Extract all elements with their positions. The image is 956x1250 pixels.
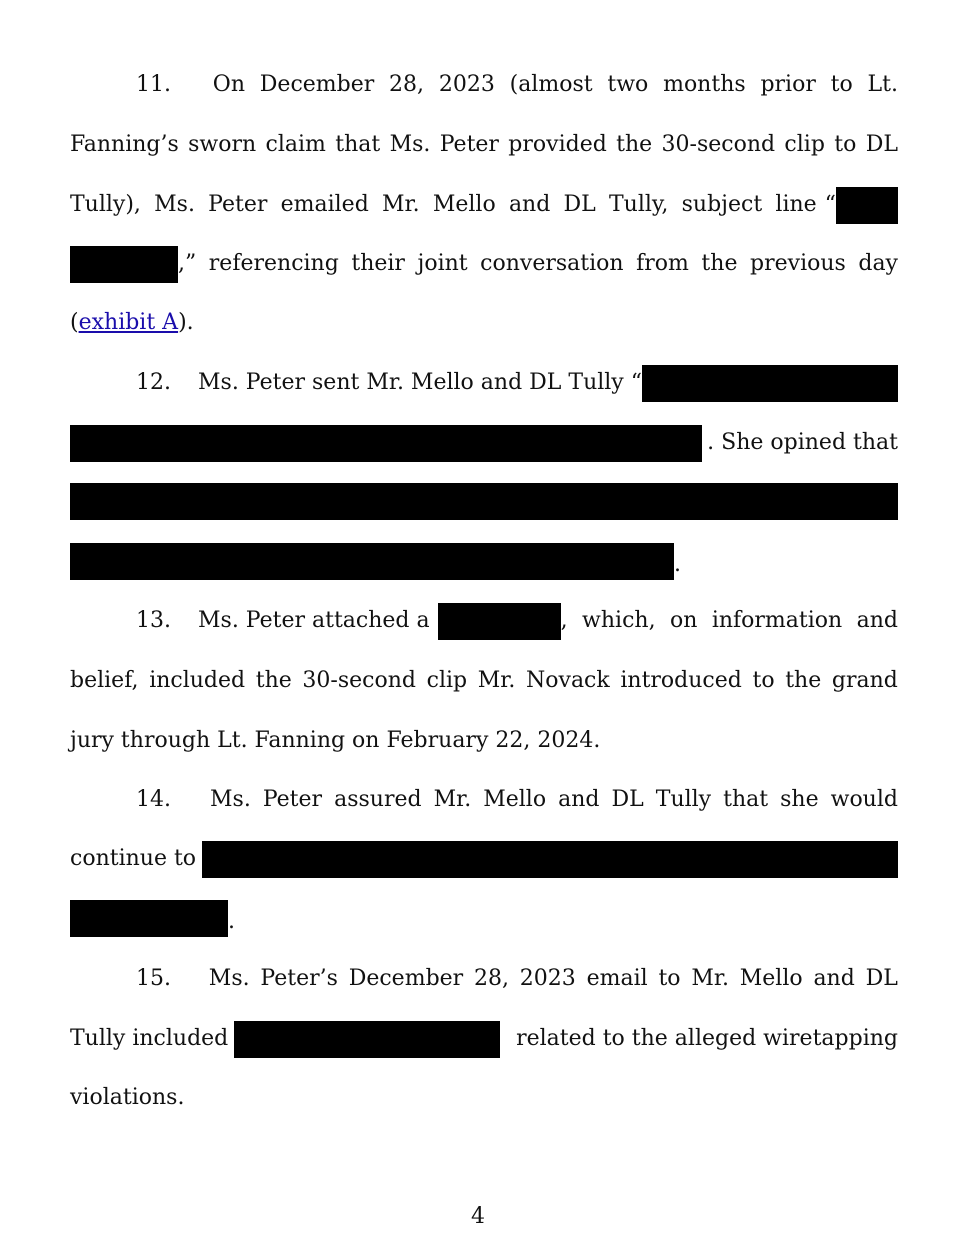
word: 30-second bbox=[302, 668, 416, 693]
word: Peter bbox=[439, 132, 499, 157]
para-13-line-3 bbox=[70, 722, 898, 760]
word: to bbox=[834, 132, 857, 157]
line-text: continue to bbox=[70, 846, 197, 871]
word: December bbox=[259, 72, 375, 97]
redaction-block bbox=[70, 543, 674, 580]
para-number: 14. bbox=[136, 787, 171, 812]
word: DL bbox=[865, 966, 898, 991]
para-11-line-4 bbox=[70, 245, 898, 283]
line-text: Ms. Peter sent Mr. Mello and DL Tully “ bbox=[198, 370, 642, 395]
word: 30-second bbox=[661, 132, 776, 157]
word: line bbox=[775, 192, 817, 217]
line-text: related to the alleged wiretapping bbox=[516, 1026, 898, 1051]
word: she bbox=[780, 787, 819, 812]
word: and bbox=[508, 192, 551, 217]
period: . bbox=[674, 552, 681, 577]
word: two bbox=[607, 72, 649, 97]
word: the bbox=[616, 132, 653, 157]
word: assured bbox=[334, 787, 422, 812]
exhibit-a-link[interactable]: exhibit A bbox=[78, 310, 179, 335]
word: 2023 bbox=[519, 966, 576, 991]
word: Peter bbox=[208, 192, 268, 217]
word: to bbox=[830, 72, 853, 97]
redaction-block bbox=[70, 425, 702, 462]
para-number: 13. bbox=[136, 608, 171, 633]
word: to bbox=[658, 966, 681, 991]
word: belief, bbox=[70, 668, 139, 693]
para-14-line-3 bbox=[70, 899, 898, 937]
word: Peter bbox=[262, 787, 323, 812]
word: Tully, bbox=[609, 192, 669, 217]
word: emailed bbox=[280, 192, 369, 217]
word: Ms. bbox=[154, 192, 195, 217]
redaction-block bbox=[234, 1021, 500, 1058]
para-12-line-2 bbox=[70, 424, 898, 462]
line-text: violations. bbox=[70, 1085, 185, 1110]
line-text: . She opined that bbox=[707, 430, 898, 455]
para-12-line-1 bbox=[136, 364, 898, 402]
word: On bbox=[212, 72, 245, 97]
word: 2023 bbox=[438, 72, 495, 97]
page-number: 4 bbox=[471, 1204, 485, 1229]
redaction-block bbox=[836, 187, 898, 224]
word: clip bbox=[784, 132, 825, 157]
para-11-line-2 bbox=[70, 126, 898, 164]
word: Mello bbox=[432, 192, 496, 217]
word: claim bbox=[265, 132, 326, 157]
line-text: , which, on information and bbox=[560, 608, 898, 633]
word: (almost bbox=[509, 72, 593, 97]
word: the bbox=[785, 668, 822, 693]
word: subject bbox=[681, 192, 763, 217]
word: clip bbox=[426, 668, 468, 693]
word: Tully bbox=[655, 787, 712, 812]
para-number: 15. bbox=[136, 966, 171, 991]
word: provided bbox=[508, 132, 607, 157]
redaction-block bbox=[70, 483, 898, 520]
period: . bbox=[228, 909, 235, 934]
word: that bbox=[335, 132, 381, 157]
word: and bbox=[558, 787, 600, 812]
word: introduced bbox=[620, 668, 742, 693]
open-paren: ( bbox=[70, 310, 79, 335]
word: December bbox=[348, 966, 464, 991]
word: DL bbox=[563, 192, 596, 217]
word: Mello bbox=[739, 966, 803, 991]
word: Lt. bbox=[867, 72, 898, 97]
word: DL bbox=[611, 787, 644, 812]
para-13-line-2 bbox=[70, 662, 898, 700]
line-text: jury through Lt. Fanning on February 22, 2024. bbox=[70, 728, 601, 753]
para-number: 12. bbox=[136, 370, 171, 395]
para-14-line-2 bbox=[70, 840, 898, 878]
word: Mr. bbox=[691, 966, 729, 991]
line-text: Tully included bbox=[70, 1026, 229, 1051]
quoted-subject bbox=[775, 186, 898, 224]
word: grand bbox=[831, 668, 898, 693]
word: that bbox=[723, 787, 769, 812]
word: prior bbox=[760, 72, 816, 97]
word: the bbox=[255, 668, 292, 693]
para-11-line-5 bbox=[70, 304, 898, 342]
para-14-line-1 bbox=[136, 781, 898, 819]
para-15-line-3 bbox=[70, 1079, 898, 1117]
para-12-line-4 bbox=[70, 542, 898, 580]
redaction-block bbox=[642, 365, 898, 402]
word: to bbox=[752, 668, 775, 693]
word: Mello bbox=[483, 787, 547, 812]
word: sworn bbox=[188, 132, 257, 157]
word: Ms. bbox=[208, 966, 250, 991]
word: and bbox=[813, 966, 855, 991]
word: included bbox=[149, 668, 246, 693]
word: Mr. bbox=[477, 668, 516, 693]
line-text: ,” referencing their joint conversation from the previous day bbox=[178, 251, 898, 276]
word: months bbox=[663, 72, 746, 97]
word: email bbox=[586, 966, 648, 991]
word: Peter’s bbox=[260, 966, 338, 991]
redaction-block bbox=[70, 900, 228, 937]
word: 28, bbox=[473, 966, 509, 991]
redaction-block bbox=[438, 603, 561, 640]
para-11-line-3 bbox=[70, 186, 898, 224]
redaction-block bbox=[70, 246, 178, 283]
word: Ms. bbox=[210, 787, 251, 812]
line-text: Ms. Peter attached a bbox=[198, 608, 430, 633]
para-13-line-1 bbox=[136, 602, 898, 640]
word: Ms. bbox=[389, 132, 431, 157]
para-15-line-1 bbox=[136, 960, 898, 998]
word: Mr. bbox=[382, 192, 420, 217]
word: Novack bbox=[526, 668, 610, 693]
word: Mr. bbox=[433, 787, 472, 812]
word: DL bbox=[865, 132, 898, 157]
open-quote: “ bbox=[824, 192, 836, 217]
para-11-line-1 bbox=[136, 66, 898, 104]
close-paren: ). bbox=[178, 310, 194, 335]
para-number: 11. bbox=[136, 72, 171, 97]
word: 28, bbox=[389, 72, 425, 97]
para-12-line-3 bbox=[70, 482, 898, 520]
word: would bbox=[830, 787, 898, 812]
word: Fanning’s bbox=[70, 132, 179, 157]
word: Tully), bbox=[70, 192, 141, 217]
redaction-block bbox=[202, 841, 898, 878]
para-15-line-2 bbox=[70, 1020, 898, 1058]
